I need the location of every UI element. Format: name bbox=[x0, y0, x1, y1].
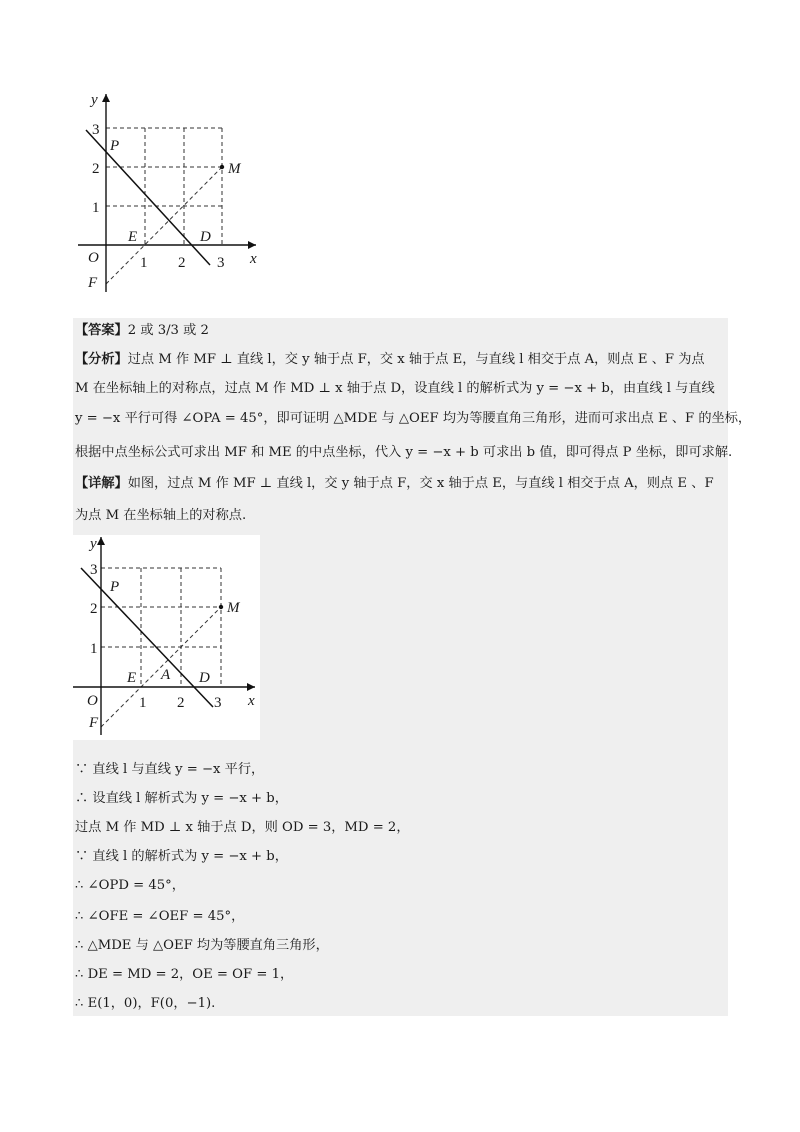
answer-line bbox=[75, 320, 728, 342]
answer-label: 【答案】 bbox=[75, 323, 128, 338]
point-a-label: A bbox=[161, 667, 171, 683]
step-1: ∵ 直线 l 与直线 y = −x 平行， bbox=[75, 762, 265, 777]
step-6: ∴ ∠OFE = ∠OEF = 45°， bbox=[75, 909, 245, 924]
solution-block bbox=[73, 318, 752, 1016]
origin-label: O bbox=[88, 250, 99, 266]
figure-2-svg bbox=[73, 535, 260, 740]
analysis-line-1 bbox=[75, 349, 728, 371]
step-9: ∴ E(1，0)，F(0，−1). bbox=[75, 996, 216, 1011]
point-f-label: F bbox=[88, 275, 98, 291]
x-tick-3: 3 bbox=[214, 695, 222, 711]
line-mf bbox=[106, 167, 222, 284]
y-tick-3: 3 bbox=[90, 562, 98, 578]
x-axis-label: x bbox=[250, 251, 257, 267]
point-e-label: E bbox=[128, 229, 138, 245]
detail-label: 【详解】 bbox=[75, 476, 128, 491]
y-tick-1: 1 bbox=[92, 200, 100, 216]
step-3: 过点 M 作 MD ⊥ x 轴于点 D，则 OD = 3，MD = 2， bbox=[75, 820, 410, 835]
point-d-label: D bbox=[200, 229, 211, 245]
detail-line-1 bbox=[75, 473, 728, 495]
step-2: ∴ 设直线 l 解析式为 y = −x + b， bbox=[75, 791, 288, 806]
point-m-dot bbox=[220, 165, 224, 169]
step-7: ∴ △MDE 与 △OEF 均为等腰直角三角形， bbox=[75, 938, 329, 953]
analysis-line-4: 根据中点坐标公式可求出 MF 和 ME 的中点坐标，代入 y = −x + b 可求出 b 值，即可得点 P 坐标，即可求解. bbox=[75, 445, 733, 460]
x-tick-2: 2 bbox=[178, 255, 186, 271]
point-p-label: P bbox=[110, 138, 120, 154]
y-axis-label: y bbox=[91, 92, 98, 108]
analysis-line-2: M 在坐标轴上的对称点，过点 M 作 MD ⊥ x 轴于点 D，设直线 l 的解析式为 y = −x + b，由直线 l 与直线 bbox=[75, 381, 715, 396]
analysis-line-3: y = −x 平行可得 ∠OPA = 45°，即可证明 △MDE 与 △OEF 均为等腰直角三角形，进而可求出点 E 、F 的坐标， bbox=[75, 411, 752, 426]
point-d-label: D bbox=[199, 670, 210, 686]
step-4: ∵ 直线 l 的解析式为 y = −x + b， bbox=[75, 849, 288, 864]
detail-line-2: 为点 M 在坐标轴上的对称点. bbox=[75, 508, 247, 523]
answer-text: 2 或 3/3 或 2 bbox=[127, 323, 209, 338]
analysis-text-1: 过点 M 作 MF ⊥ 直线 l，交 y 轴于点 F，交 x 轴于点 E，与直线 l 相交于点 A，则点 E 、F 为点 bbox=[127, 352, 705, 367]
point-m-label: M bbox=[227, 600, 240, 616]
coordinate-figure-2 bbox=[73, 535, 260, 740]
x-axis-label: x bbox=[248, 693, 255, 709]
point-f-label: F bbox=[89, 715, 99, 731]
detail-text-1: 如图，过点 M 作 MF ⊥ 直线 l，交 y 轴于点 F，交 x 轴于点 E，与直线 l 相交于点 A，则点 E 、F bbox=[127, 476, 714, 491]
y-tick-1: 1 bbox=[90, 641, 98, 657]
y-tick-2: 2 bbox=[92, 161, 100, 177]
origin-label: O bbox=[87, 693, 98, 709]
y-axis-label: y bbox=[90, 536, 97, 552]
y-tick-2: 2 bbox=[90, 601, 98, 617]
y-axis-arrow bbox=[97, 537, 105, 545]
point-m-label: M bbox=[228, 161, 241, 177]
x-tick-2: 2 bbox=[177, 695, 185, 711]
x-tick-1: 1 bbox=[140, 255, 148, 271]
point-e-label: E bbox=[127, 670, 137, 686]
step-8: ∴ DE = MD = 2，OE = OF = 1， bbox=[75, 967, 294, 982]
y-axis-arrow bbox=[102, 94, 110, 102]
x-tick-1: 1 bbox=[139, 695, 147, 711]
point-p-label: P bbox=[110, 579, 120, 595]
x-axis-arrow bbox=[247, 683, 255, 691]
step-5: ∴ ∠OPD = 45°， bbox=[75, 878, 185, 893]
x-tick-3: 3 bbox=[217, 255, 225, 271]
y-tick-3: 3 bbox=[92, 122, 100, 138]
point-m-dot bbox=[219, 605, 223, 609]
x-axis-arrow bbox=[248, 241, 256, 249]
analysis-label: 【分析】 bbox=[75, 352, 128, 367]
figure-1-svg bbox=[78, 88, 278, 298]
coordinate-figure-1 bbox=[78, 88, 278, 298]
